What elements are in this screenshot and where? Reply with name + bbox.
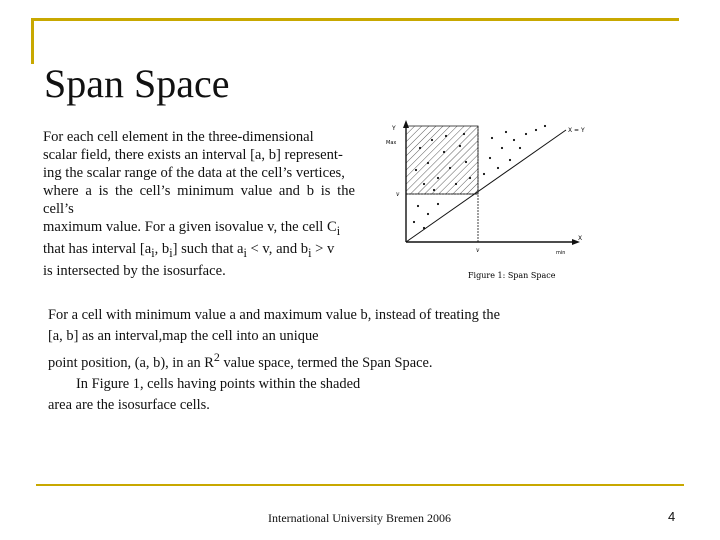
x-v-label: v (476, 247, 480, 254)
y-v-label: v (396, 191, 400, 198)
para1-line: where a is the cell’s minimum value and b is the cell’s (43, 183, 355, 217)
paragraph-span-space-definition (43, 128, 355, 280)
para2-line (48, 347, 573, 374)
subscript: i (336, 223, 341, 238)
para1-line: ing the scalar range of the data at the cell’s vertices, (43, 165, 345, 181)
diagonal-label: X = Y (568, 127, 585, 134)
span-space-figure (380, 118, 595, 288)
decorative-bottom-rule (36, 484, 684, 486)
subscript: i (243, 245, 247, 260)
para1-line: that has interval [a (43, 240, 152, 257)
para2-line: For a cell with minimum value a and maximum value b, instead of treating the (48, 307, 500, 323)
page-number: 4 (668, 509, 676, 524)
subscript: i (151, 245, 155, 260)
decorative-left-rule (31, 18, 34, 64)
para2-line: In Figure 1, cells having points within the shaded (76, 375, 361, 392)
para1-line: is intersected by the isosurface. (43, 262, 226, 279)
paragraph-span-space-mapping (48, 305, 573, 416)
para1-line: scalar field, there exists an interval [a, b] represent- (43, 147, 343, 163)
y-axis-arrow-icon (403, 120, 409, 128)
subscript: i (169, 245, 173, 260)
x-axis-label: X (578, 235, 583, 242)
para1-frag: < v, and b (246, 240, 309, 257)
para1-line: maximum value. For a given isovalue v, the cell C (43, 219, 337, 235)
para1-frag: ] such that a (172, 240, 244, 257)
superscript: 2 (213, 350, 220, 364)
para2-line: [a, b] as an interval,map the cell into an unique (48, 328, 319, 344)
decorative-top-rule (31, 18, 679, 21)
y-axis-label: Y (392, 125, 396, 132)
para2-line: area are the isosurface cells. (48, 396, 210, 413)
subscript: i (308, 245, 312, 260)
para2-frag: point position, (a, b), in an R (48, 354, 214, 371)
para1-frag: , b (154, 240, 170, 257)
figure-caption: Figure 1: Span Space (468, 271, 556, 280)
y-max-label: Max (386, 140, 397, 146)
footer-text: International University Bremen 2006 (268, 511, 451, 525)
slide-title: Span Space (44, 61, 230, 106)
x-min-label: min (556, 250, 566, 256)
shaded-isosurface-region (406, 126, 478, 194)
para1-frag: > v (311, 240, 335, 257)
para2-frag: value space, termed the Span Space. (219, 354, 433, 371)
para1-line: For each cell element in the three-dimensional (43, 129, 314, 145)
